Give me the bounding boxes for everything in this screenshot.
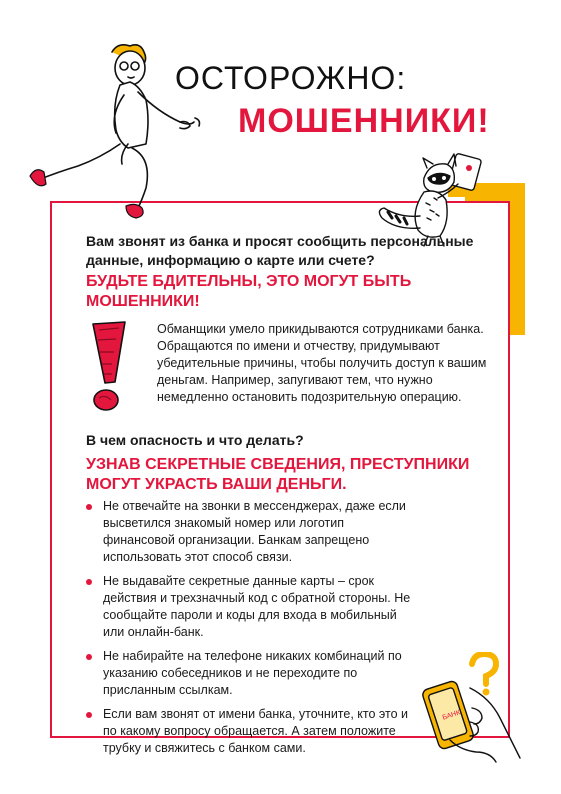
advice-text: Не отвечайте на звонки в мессенджерах, даже если высветился знакомый номер или логотип финансовой организации. Банкам запрещено использовать этот способ связи. bbox=[103, 499, 406, 564]
advice-item bbox=[86, 573, 416, 641]
title-line-2: МОШЕННИКИ! bbox=[238, 102, 490, 140]
advice-item bbox=[86, 706, 416, 757]
bullet-dot-icon bbox=[86, 504, 92, 510]
advice-text: Не набирайте на телефоне никаких комбинаций по указанию собеседников и не переходите по присланным ссылкам. bbox=[103, 649, 402, 697]
bullet-dot-icon bbox=[86, 712, 92, 718]
section2-warning: УЗНАВ СЕКРЕТНЫЕ СВЕДЕНИЯ, ПРЕСТУПНИКИ МОГУТ УКРАСТЬ ВАШИ ДЕНЬГИ. bbox=[86, 456, 470, 493]
advice-text: Если вам звонят от имени банка, уточните, кто это и по какому вопросу обращается. А затем положите трубку и свяжитесь с банком сами. bbox=[103, 707, 409, 755]
phone-in-hand-icon bbox=[420, 668, 530, 768]
section2-question: В чем опасность и что делать? bbox=[86, 432, 304, 448]
section1-question: Вам звонят из банка и просят сообщить персональные данные, информацию о карте или счете? bbox=[86, 233, 474, 268]
phone-screen-label: БАНК bbox=[441, 709, 462, 722]
section1-paragraph: Обманщики умело прикидываются сотрудниками банка. Обращаются по имени и отчеству, придумывают убедительные причины, чтобы получить доступ к вашим деньгам. Например, запугивают тем, что нужно немедленно остановить подозрительную операцию. bbox=[157, 322, 487, 404]
section1-warning: БУДЬТЕ БДИТЕЛЬНЫ, ЭТО МОГУТ БЫТЬ МОШЕННИКИ! bbox=[86, 273, 412, 310]
advice-item bbox=[86, 648, 416, 699]
title-line-1: ОСТОРОЖНО: bbox=[175, 60, 407, 96]
advice-item bbox=[86, 498, 416, 566]
bullet-dot-icon bbox=[86, 579, 92, 585]
advice-list bbox=[86, 498, 416, 764]
exclamation-icon bbox=[85, 320, 135, 415]
bullet-dot-icon bbox=[86, 654, 92, 660]
advice-text: Не выдавайте секретные данные карты – срок действия и трехзначный код с обратной стороны. Не сообщайте пароли и коды для входа в мобильный или онлайн-банк. bbox=[103, 574, 411, 639]
